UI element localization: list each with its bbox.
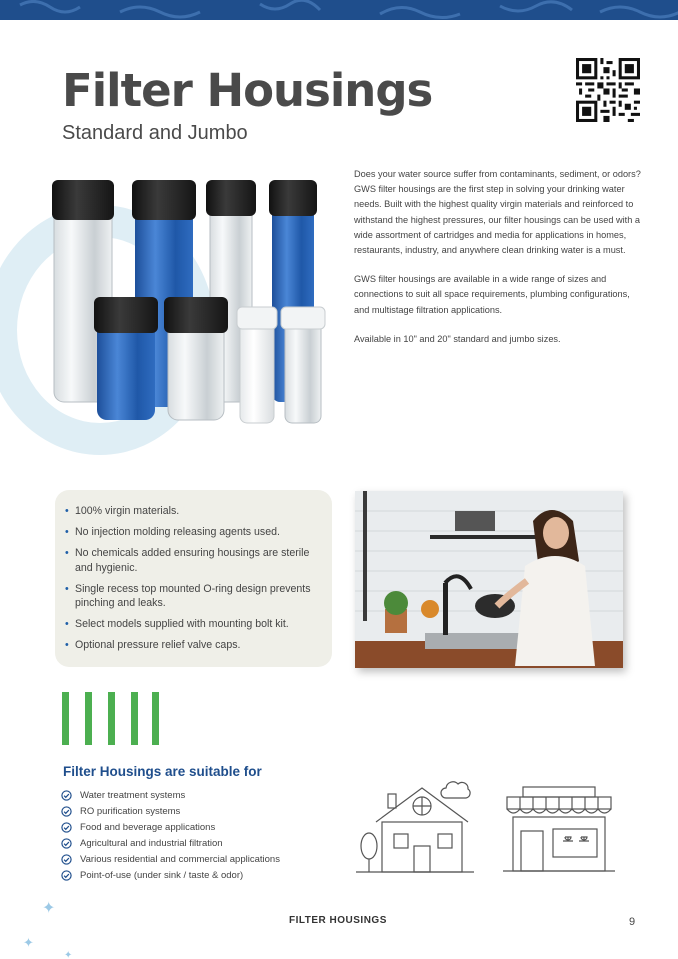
product-description — [354, 167, 644, 361]
list-item — [61, 787, 280, 803]
qr-code[interactable] — [576, 58, 640, 122]
list-item-label: Point-of-use (under sink / taste & odor) — [80, 869, 244, 881]
page-number: 9 — [629, 916, 636, 928]
house-icon — [356, 776, 474, 876]
list-item — [61, 835, 280, 851]
list-item-label: Water treatment systems — [80, 789, 186, 801]
list-item-label: Agricultural and industrial filtration — [80, 837, 223, 849]
list-item — [61, 819, 280, 835]
check-circle-icon — [61, 790, 72, 801]
feature-item: • No injection molding releasing agents used. — [65, 525, 320, 540]
list-item-label: Food and beverage applications — [80, 821, 216, 833]
description-paragraph-3: Available in 10" and 20" standard and jumbo sizes. — [354, 333, 561, 344]
features-panel — [55, 490, 332, 667]
filter-housings-image — [40, 175, 340, 430]
list-item — [61, 851, 280, 867]
footer-label: FILTER HOUSINGS — [289, 915, 387, 926]
feature-item: • No chemicals added ensuring housings are sterile and hygienic. — [65, 546, 320, 575]
check-circle-icon — [61, 806, 72, 817]
feature-item: • Single recess top mounted O-ring design prevents pinching and leaks. — [65, 582, 320, 611]
top-banner — [0, 0, 678, 20]
page-title: Filter Housings — [62, 64, 433, 117]
description-paragraph-2: GWS filter housings are available in a wide range of sizes and connections to suit all space requirements, plumbing configurations, and multistage filtration applications. — [354, 274, 630, 315]
list-item — [61, 867, 280, 883]
check-circle-icon — [61, 870, 72, 881]
suitable-list — [61, 787, 280, 883]
feature-item: • Select models supplied with mounting bolt kit. — [65, 617, 320, 632]
decorative-star: ✦ — [42, 900, 56, 917]
page-subtitle: Standard and Jumbo — [62, 122, 248, 144]
list-item — [61, 803, 280, 819]
decorative-star: ✦ — [23, 935, 34, 950]
storefront-icon — [503, 785, 615, 875]
description-paragraph-1: Does your water source suffer from contaminants, sediment, or odors? GWS filter housings are the first step in solving your drinking water needs. Built with the highest quality virgin materials and reinforced to withstand the highest pressures, our filter housings can be used with a wide assortment of cartridges and media for applications in homes, restaurants, industry, and anywhere clean drinking water is a must. — [354, 169, 641, 256]
check-circle-icon — [61, 822, 72, 833]
suitable-heading: Filter Housings are suitable for — [63, 764, 262, 779]
feature-item: • Optional pressure relief valve caps. — [65, 638, 320, 653]
kitchen-photo — [355, 491, 623, 668]
feature-item: • 100% virgin materials. — [65, 504, 320, 519]
check-circle-icon — [61, 838, 72, 849]
list-item-label: RO purification systems — [80, 805, 181, 817]
decorative-star: ✦ — [64, 950, 73, 959]
list-item-label: Various residential and commercial applications — [80, 853, 280, 865]
check-circle-icon — [61, 854, 72, 865]
